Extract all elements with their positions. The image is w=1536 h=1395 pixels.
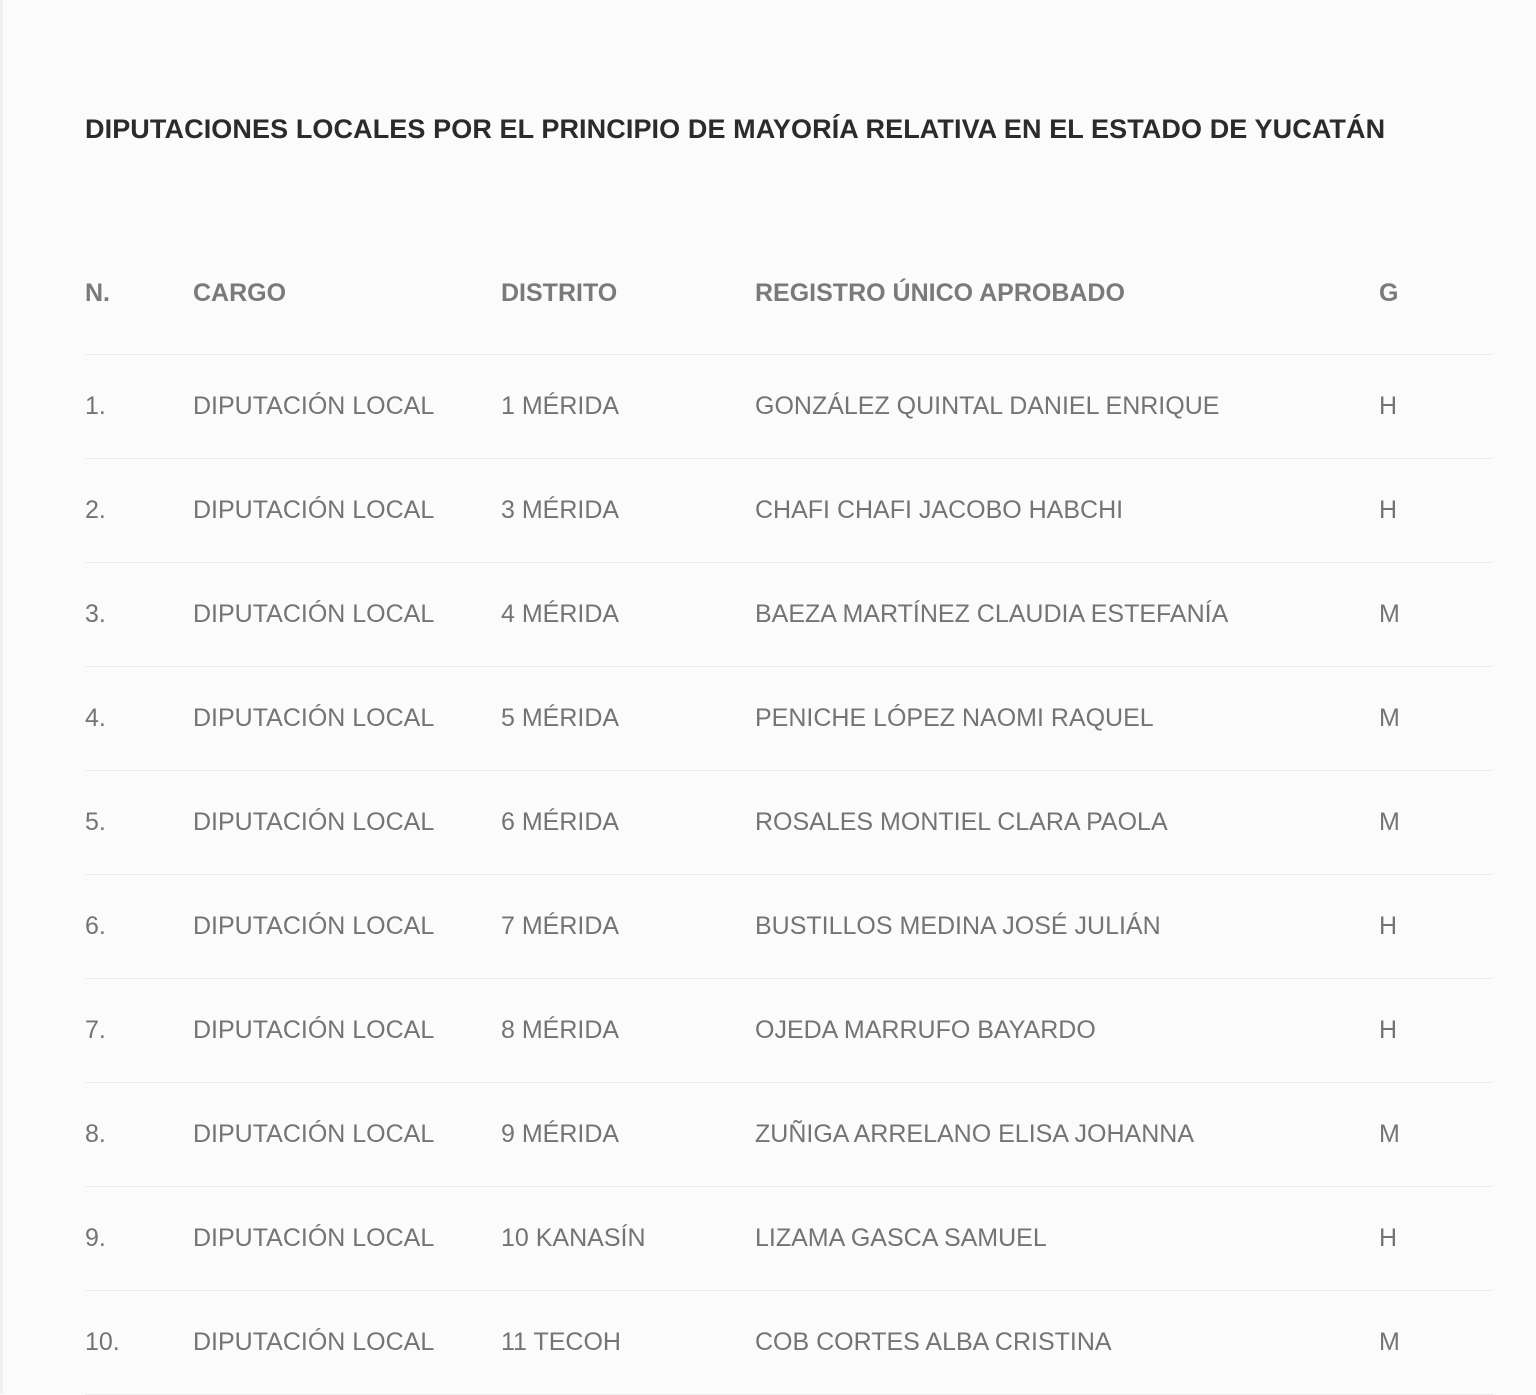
table-body xyxy=(85,355,1493,1395)
page-title: DIPUTACIONES LOCALES POR EL PRINCIPIO DE MAYORÍA RELATIVA EN EL ESTADO DE YUCATÁN xyxy=(85,114,1386,144)
cell-cargo: DIPUTACIÓN LOCAL xyxy=(193,1291,501,1395)
cell-distrito: 1 MÉRIDA xyxy=(501,355,755,459)
cell-n: 5. xyxy=(85,771,193,875)
table-row xyxy=(85,1291,1493,1395)
cell-n: 6. xyxy=(85,875,193,979)
results-table xyxy=(85,232,1493,1395)
cell-n: 1. xyxy=(85,355,193,459)
cell-cargo: DIPUTACIÓN LOCAL xyxy=(193,459,501,563)
cell-cargo: DIPUTACIÓN LOCAL xyxy=(193,771,501,875)
table-row xyxy=(85,875,1493,979)
cell-n: 10. xyxy=(85,1291,193,1395)
cell-g: H xyxy=(1379,459,1493,563)
header-g: G xyxy=(1379,232,1493,355)
cell-cargo: DIPUTACIÓN LOCAL xyxy=(193,667,501,771)
cell-registro: BAEZA MARTÍNEZ CLAUDIA ESTEFANÍA xyxy=(755,563,1379,667)
table-row xyxy=(85,355,1493,459)
cell-registro: GONZÁLEZ QUINTAL DANIEL ENRIQUE xyxy=(755,355,1379,459)
cell-distrito: 6 MÉRIDA xyxy=(501,771,755,875)
cell-cargo: DIPUTACIÓN LOCAL xyxy=(193,355,501,459)
table-row xyxy=(85,979,1493,1083)
cell-g: M xyxy=(1379,563,1493,667)
cell-distrito: 7 MÉRIDA xyxy=(501,875,755,979)
cell-g: H xyxy=(1379,1187,1493,1291)
cell-cargo: DIPUTACIÓN LOCAL xyxy=(193,1083,501,1187)
header-row xyxy=(85,232,1493,355)
cell-cargo: DIPUTACIÓN LOCAL xyxy=(193,563,501,667)
cell-g: H xyxy=(1379,355,1493,459)
cell-registro: BUSTILLOS MEDINA JOSÉ JULIÁN xyxy=(755,875,1379,979)
cell-cargo: DIPUTACIÓN LOCAL xyxy=(193,875,501,979)
cell-n: 4. xyxy=(85,667,193,771)
cell-g: H xyxy=(1379,875,1493,979)
table-row xyxy=(85,771,1493,875)
cell-registro: OJEDA MARRUFO BAYARDO xyxy=(755,979,1379,1083)
cell-distrito: 8 MÉRIDA xyxy=(501,979,755,1083)
header-n: N. xyxy=(85,232,193,355)
cell-g: M xyxy=(1379,667,1493,771)
cell-distrito: 4 MÉRIDA xyxy=(501,563,755,667)
header-registro: REGISTRO ÚNICO APROBADO xyxy=(755,232,1379,355)
cell-registro: PENICHE LÓPEZ NAOMI RAQUEL xyxy=(755,667,1379,771)
cell-distrito: 9 MÉRIDA xyxy=(501,1083,755,1187)
header-distrito: DISTRITO xyxy=(501,232,755,355)
cell-n: 8. xyxy=(85,1083,193,1187)
cell-distrito: 10 KANASÍN xyxy=(501,1187,755,1291)
cell-n: 9. xyxy=(85,1187,193,1291)
table-row xyxy=(85,459,1493,563)
cell-distrito: 11 TECOH xyxy=(501,1291,755,1395)
cell-registro: CHAFI CHAFI JACOBO HABCHI xyxy=(755,459,1379,563)
table-row xyxy=(85,1187,1493,1291)
cell-distrito: 3 MÉRIDA xyxy=(501,459,755,563)
table-row xyxy=(85,1083,1493,1187)
table-header xyxy=(85,232,1493,355)
cell-n: 3. xyxy=(85,563,193,667)
table-row xyxy=(85,667,1493,771)
cell-distrito: 5 MÉRIDA xyxy=(501,667,755,771)
cell-g: M xyxy=(1379,771,1493,875)
cell-registro: LIZAMA GASCA SAMUEL xyxy=(755,1187,1379,1291)
cell-registro: ROSALES MONTIEL CLARA PAOLA xyxy=(755,771,1379,875)
table-row xyxy=(85,563,1493,667)
cell-n: 2. xyxy=(85,459,193,563)
cell-registro: COB CORTES ALBA CRISTINA xyxy=(755,1291,1379,1395)
cell-cargo: DIPUTACIÓN LOCAL xyxy=(193,979,501,1083)
header-cargo: CARGO xyxy=(193,232,501,355)
cell-g: M xyxy=(1379,1291,1493,1395)
cell-cargo: DIPUTACIÓN LOCAL xyxy=(193,1187,501,1291)
cell-n: 7. xyxy=(85,979,193,1083)
cell-g: M xyxy=(1379,1083,1493,1187)
cell-g: H xyxy=(1379,979,1493,1083)
cell-registro: ZUÑIGA ARRELANO ELISA JOHANNA xyxy=(755,1083,1379,1187)
